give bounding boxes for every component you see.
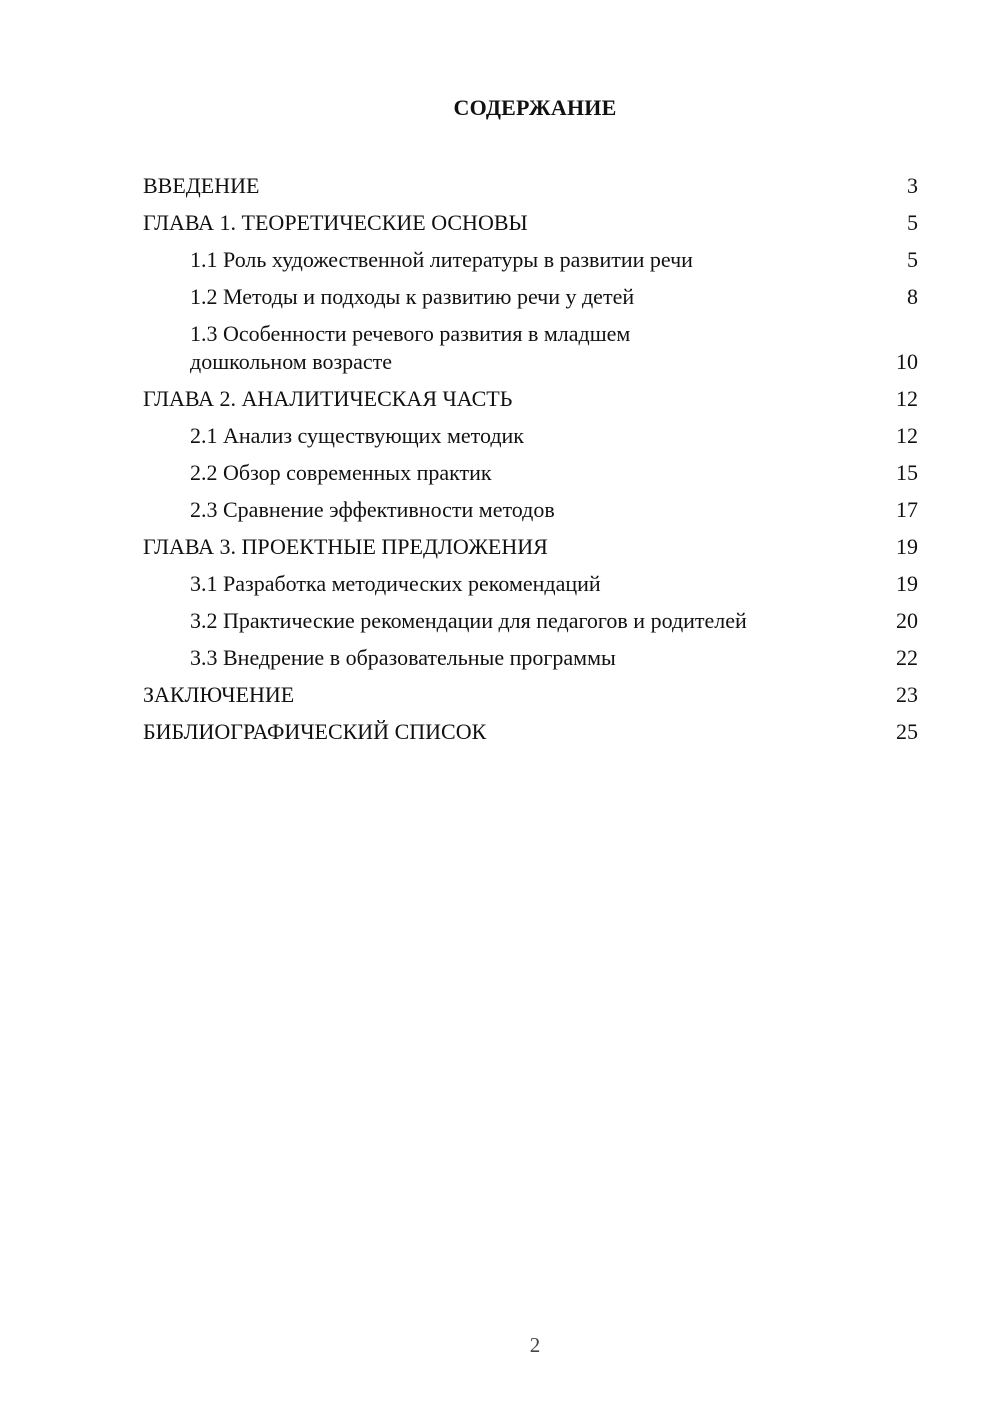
toc-entry-page: 5 <box>907 210 918 235</box>
toc-entry-page: 19 <box>896 534 918 559</box>
toc-entry-introduction[interactable] <box>143 168 918 205</box>
toc-entry-section-3-3[interactable] <box>143 640 918 677</box>
toc-entry-chapter-2[interactable] <box>143 381 918 418</box>
toc-entry-section-2-3[interactable] <box>143 492 918 529</box>
toc-entry-title: ГЛАВА 1. ТЕОРЕТИЧЕСКИЕ ОСНОВЫ <box>143 210 528 235</box>
toc-entry-title: ЗАКЛЮЧЕНИЕ <box>143 682 295 707</box>
toc-entry-title: 1.2 Методы и подходы к развитию речи у детей <box>190 284 635 309</box>
toc-entry-page: 17 <box>896 497 918 522</box>
toc-entry-page: 8 <box>907 284 918 309</box>
toc-entry-section-1-3[interactable] <box>143 316 918 381</box>
toc-entry-title: ГЛАВА 2. АНАЛИТИЧЕСКАЯ ЧАСТЬ <box>143 386 513 411</box>
toc-entry-section-1-1[interactable] <box>143 242 918 279</box>
page-number: 2 <box>529 1333 541 1357</box>
toc-entry-page: 19 <box>896 571 918 596</box>
toc-entry-page: 20 <box>896 608 918 633</box>
toc-entry-title: 3.2 Практические рекомендации для педагогов и родителей <box>190 608 747 633</box>
toc-entry-chapter-1[interactable] <box>143 205 918 242</box>
toc-entry-section-2-2[interactable] <box>143 455 918 492</box>
toc-entry-title: ВВЕДЕНИЕ <box>143 173 260 198</box>
toc-entry-page: 12 <box>896 423 918 448</box>
toc-entry-title: 2.3 Сравнение эффективности методов <box>190 497 555 522</box>
toc-entry-title: ГЛАВА 3. ПРОЕКТНЫЕ ПРЕДЛОЖЕНИЯ <box>143 534 548 559</box>
toc-entry-bibliography[interactable] <box>143 714 918 751</box>
toc-entry-title: 3.1 Разработка методических рекомендаций <box>190 571 601 596</box>
toc-entry-page: 5 <box>907 247 918 272</box>
toc-entry-title: БИБЛИОГРАФИЧЕСКИЙ СПИСОК <box>143 719 487 744</box>
toc-entry-page: 10 <box>896 349 918 374</box>
toc-entry-section-3-1[interactable] <box>143 566 918 603</box>
toc-entry-page: 15 <box>896 460 918 485</box>
toc-entry-section-1-2[interactable] <box>143 279 918 316</box>
toc-entry-conclusion[interactable] <box>143 677 918 714</box>
toc-entry-title: 2.1 Анализ существующих методик <box>190 423 524 448</box>
toc-entry-title: 2.2 Обзор современных практик <box>190 460 492 485</box>
toc-entry-title: 3.3 Внедрение в образовательные программы <box>190 645 616 670</box>
toc-entry-title: 1.3 Особенности речевого развития в младшем дошкольном возрасте <box>190 321 631 374</box>
toc-entry-title: 1.1 Роль художественной литературы в развитии речи <box>190 247 693 272</box>
table-of-contents <box>143 168 918 751</box>
toc-entry-chapter-3[interactable] <box>143 529 918 566</box>
toc-entry-page: 3 <box>907 173 918 198</box>
toc-entry-page: 23 <box>896 682 918 707</box>
page-title: СОДЕРЖАНИЕ <box>453 95 617 120</box>
toc-entry-section-3-2[interactable] <box>143 603 918 640</box>
toc-entry-page: 12 <box>896 386 918 411</box>
toc-entry-page: 25 <box>896 719 918 744</box>
toc-entry-section-2-1[interactable] <box>143 418 918 455</box>
toc-entry-page: 22 <box>896 645 918 670</box>
